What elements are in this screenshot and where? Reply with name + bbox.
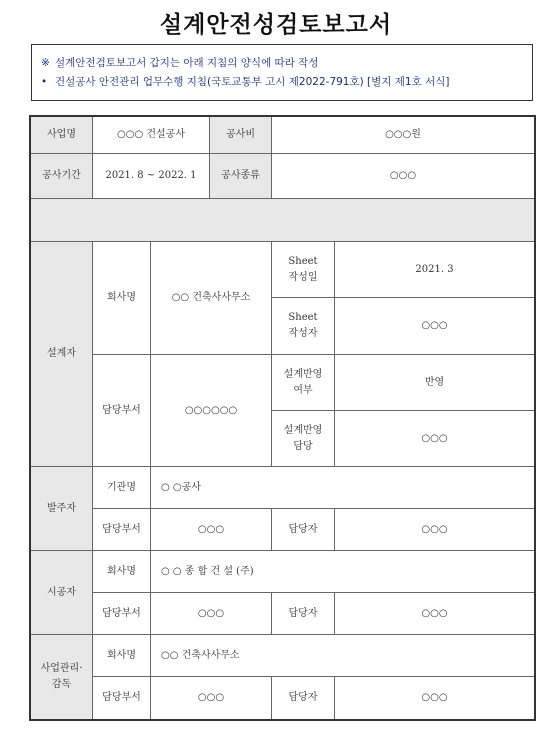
project-name-value: ○○○ 건설공사	[93, 117, 210, 154]
notice-line-2	[41, 73, 524, 92]
client-label: 발주자	[31, 467, 93, 551]
supervisor-label: 사업관리· 감독	[31, 635, 93, 719]
designer-company-label: 회사명	[93, 242, 151, 355]
designer-dept-value: ○○○○○○	[151, 355, 272, 467]
contractor-dept-label: 담당부서	[93, 593, 151, 635]
notice-line-1	[41, 54, 524, 73]
project-cost-value: ○○○원	[272, 117, 534, 154]
contractor-person-label: 담당자	[272, 593, 335, 635]
report-table	[29, 115, 536, 721]
client-org-label: 기관명	[93, 467, 151, 509]
section-divider	[31, 199, 534, 242]
client-org-value: ○ ○공사	[151, 467, 534, 509]
page-title: 설계안전성검토보고서	[159, 12, 393, 38]
contractor-person-value: ○○○	[335, 593, 534, 635]
supervisor-person-label: 담당자	[272, 677, 335, 719]
project-type-value: ○○○	[272, 154, 534, 199]
contractor-company-value: ○ ○ 종 합 건 설 (주)	[151, 551, 534, 593]
client-person-label: 담당자	[272, 509, 335, 551]
supervisor-dept-value: ○○○	[151, 677, 272, 719]
supervisor-company-label: 회사명	[93, 635, 151, 677]
client-dept-value: ○○○	[151, 509, 272, 551]
design-reflect-owner-label: 설계반영 담당	[272, 411, 335, 467]
project-cost-label: 공사비	[210, 117, 272, 154]
designer-dept-label: 담당부서	[93, 355, 151, 467]
client-dept-label: 담당부서	[93, 509, 151, 551]
project-name-label: 사업명	[31, 117, 93, 154]
contractor-label: 시공자	[31, 551, 93, 635]
notice-text-1: 설계안전검토보고서 갑지는 아래 지침의 양식에 따라 작성	[55, 57, 319, 69]
design-reflect-label: 설계반영 여부	[272, 355, 335, 411]
bullet-icon: •	[41, 76, 48, 88]
sheet-author-label: Sheet 작성자	[272, 298, 335, 355]
notice-box	[31, 44, 533, 101]
supervisor-company-value: ○○ 건축사사무소	[151, 635, 534, 677]
design-reflect-owner-value: ○○○	[335, 411, 534, 467]
contractor-company-label: 회사명	[93, 551, 151, 593]
supervisor-person-value: ○○○	[421, 692, 448, 703]
project-period-value: 2021. 8 ~ 2022. 1	[93, 154, 210, 199]
design-reflect-value: 반영	[335, 355, 534, 411]
project-type-label: 공사종류	[210, 154, 272, 199]
supervisor-dept-label: 담당부서	[93, 677, 151, 719]
sheet-author-value: ○○○	[335, 298, 534, 355]
designer-label: 설계자	[31, 242, 93, 467]
contractor-dept-value: ○○○	[151, 593, 272, 635]
sheet-date-label: Sheet 작성일	[272, 242, 335, 298]
designer-company-value: ○○ 건축사사무소	[151, 242, 272, 355]
sheet-date-value: 2021. 3	[335, 242, 534, 298]
reference-mark-icon: ※	[41, 57, 50, 69]
notice-text-2: 건설공사 안전관리 업무수행 지침(국토교통부 고시 제2022-791호) [별지 제1호 서식]	[55, 76, 450, 88]
client-person-value: ○○○	[335, 509, 534, 551]
project-period-label: 공사기간	[31, 154, 93, 199]
